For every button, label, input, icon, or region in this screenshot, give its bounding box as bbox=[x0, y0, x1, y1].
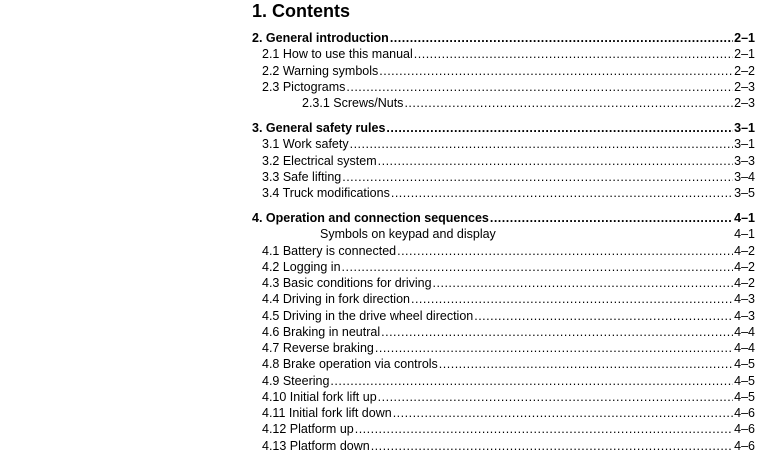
toc-leader-dots bbox=[375, 340, 733, 356]
toc-entry-label: Symbols on keypad and display bbox=[320, 227, 496, 241]
toc-leader-dots bbox=[390, 30, 733, 46]
toc-leader-dots bbox=[386, 120, 733, 136]
toc-entry-label: 4.13 Platform down bbox=[262, 439, 370, 453]
toc-entry[interactable] bbox=[252, 210, 755, 226]
toc-entry[interactable] bbox=[262, 169, 755, 185]
toc-entry-page: 4–6 bbox=[734, 439, 755, 453]
toc-entry-page: 2–3 bbox=[734, 96, 755, 110]
toc-entry-page: 3–3 bbox=[734, 154, 755, 168]
toc-leader-dots bbox=[371, 438, 733, 454]
toc-entry[interactable] bbox=[262, 136, 755, 152]
toc-entry-label: 4.9 Steering bbox=[262, 374, 330, 388]
toc-entry[interactable] bbox=[320, 226, 755, 242]
toc-leader-dots bbox=[350, 136, 734, 152]
toc-leader-dots bbox=[379, 63, 733, 79]
toc-entry-page: 3–4 bbox=[734, 170, 755, 184]
toc-leader-dots bbox=[346, 79, 733, 95]
toc-entry-label: 3.2 Electrical system bbox=[262, 154, 377, 168]
toc-entry[interactable] bbox=[262, 373, 755, 389]
toc-entry[interactable] bbox=[262, 438, 755, 454]
toc-entry[interactable] bbox=[252, 120, 755, 136]
toc-leader-dots bbox=[490, 210, 733, 226]
toc-entry-page: 4–3 bbox=[734, 292, 755, 306]
toc-entry[interactable] bbox=[262, 46, 755, 62]
toc-entry-label: 3. General safety rules bbox=[252, 121, 386, 135]
toc-entry-page: 2–3 bbox=[734, 80, 755, 94]
toc-entry[interactable] bbox=[262, 243, 755, 259]
toc-entry-page: 3–1 bbox=[734, 121, 755, 135]
toc-entry[interactable] bbox=[262, 153, 755, 169]
toc-leader-dots bbox=[397, 243, 733, 259]
toc-entry-label: 3.1 Work safety bbox=[262, 137, 349, 151]
toc-entry[interactable] bbox=[262, 405, 755, 421]
toc-entry[interactable] bbox=[252, 30, 755, 46]
toc-entry[interactable] bbox=[262, 185, 755, 201]
page-title: 1. Contents bbox=[252, 1, 351, 21]
toc-leader-dots bbox=[378, 389, 733, 405]
toc-entry-label: 2.3.1 Screws/Nuts bbox=[302, 96, 404, 110]
toc-entry[interactable] bbox=[262, 308, 755, 324]
toc-entry-label: 4. Operation and connection sequences bbox=[252, 211, 489, 225]
toc-leader-dots bbox=[439, 356, 733, 372]
toc-entry-label: 4.4 Driving in fork direction bbox=[262, 292, 410, 306]
toc-entry-label: 4.7 Reverse braking bbox=[262, 341, 374, 355]
toc-leader-dots bbox=[414, 46, 733, 62]
toc-entry-label: 4.10 Initial fork lift up bbox=[262, 390, 377, 404]
toc-entry-page: 3–1 bbox=[734, 137, 755, 151]
toc-entry[interactable] bbox=[262, 259, 755, 275]
toc-leader-dots bbox=[393, 405, 733, 421]
toc-entry-label: 4.12 Platform up bbox=[262, 422, 354, 436]
toc-entry-page: 4–2 bbox=[734, 260, 755, 274]
toc-leader-dots bbox=[404, 95, 733, 111]
toc-entry[interactable] bbox=[262, 421, 755, 437]
toc-entry[interactable] bbox=[262, 79, 755, 95]
toc-entry-page: 4–6 bbox=[734, 406, 755, 420]
toc-entry-page: 2–1 bbox=[734, 31, 755, 45]
toc-entry-page: 4–5 bbox=[734, 374, 755, 388]
toc-entry-page: 4–2 bbox=[734, 276, 755, 290]
toc-entry-label: 4.6 Braking in neutral bbox=[262, 325, 381, 339]
toc-leader-dots bbox=[474, 308, 733, 324]
toc-leader-dots bbox=[433, 275, 734, 291]
toc-entry-label: 4.8 Brake operation via controls bbox=[262, 357, 438, 371]
toc-leader-dots bbox=[381, 324, 733, 340]
toc-leader-dots bbox=[411, 291, 733, 307]
toc-leader-dots bbox=[391, 185, 733, 201]
toc-leader-dots bbox=[330, 373, 733, 389]
toc-entry[interactable] bbox=[262, 324, 755, 340]
toc-leader-dots bbox=[342, 259, 734, 275]
toc-entry-label: 2.3 Pictograms bbox=[262, 80, 346, 94]
toc-entry-page: 3–5 bbox=[734, 186, 755, 200]
toc-entry-page: 2–1 bbox=[734, 47, 755, 61]
toc-entry-label: 4.3 Basic conditions for driving bbox=[262, 276, 432, 290]
toc-leader-dots bbox=[355, 421, 733, 437]
toc-entry[interactable] bbox=[302, 95, 755, 111]
toc-entry-label: 4.5 Driving in the drive wheel direction bbox=[262, 309, 474, 323]
toc-entry-page: 4–6 bbox=[734, 422, 755, 436]
toc-entry-label: 4.1 Battery is connected bbox=[262, 244, 397, 258]
toc-entry-label: 4.2 Logging in bbox=[262, 260, 341, 274]
toc-entry-page: 4–4 bbox=[734, 341, 755, 355]
toc-entry-label: 3.3 Safe lifting bbox=[262, 170, 342, 184]
toc-entry[interactable] bbox=[262, 340, 755, 356]
toc-leader-dots bbox=[342, 169, 733, 185]
toc-leader-dots bbox=[378, 153, 734, 169]
toc-entry[interactable] bbox=[262, 275, 755, 291]
toc-entry-label: 2. General introduction bbox=[252, 31, 389, 45]
toc-entry-page: 4–1 bbox=[734, 227, 755, 241]
toc-entry-page: 2–2 bbox=[734, 64, 755, 78]
toc-entry[interactable] bbox=[262, 291, 755, 307]
toc-entry-label: 2.2 Warning symbols bbox=[262, 64, 379, 78]
toc-entry[interactable] bbox=[262, 389, 755, 405]
toc-entry-page: 4–1 bbox=[734, 211, 755, 225]
toc-entry-label: 2.1 How to use this manual bbox=[262, 47, 413, 61]
toc-entry[interactable] bbox=[262, 356, 755, 372]
toc-entry-page: 4–3 bbox=[734, 309, 755, 323]
toc-entry-label: 4.11 Initial fork lift down bbox=[262, 406, 392, 420]
toc-entry-page: 4–5 bbox=[734, 357, 755, 371]
toc-entry-page: 4–2 bbox=[734, 244, 755, 258]
toc-entry-label: 3.4 Truck modifications bbox=[262, 186, 390, 200]
toc-entry-page: 4–4 bbox=[734, 325, 755, 339]
toc-entry[interactable] bbox=[262, 63, 755, 79]
toc-entry-page: 4–5 bbox=[734, 390, 755, 404]
